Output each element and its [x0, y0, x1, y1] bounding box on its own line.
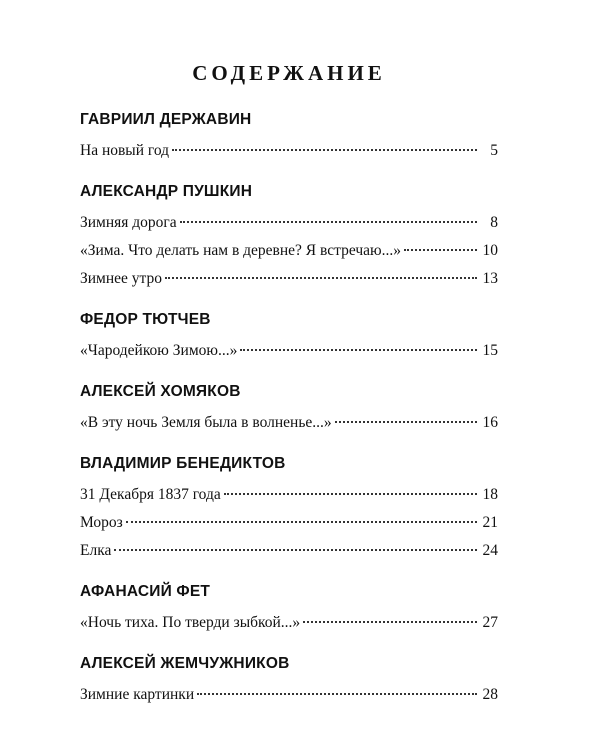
table-of-contents — [80, 58, 498, 725]
toc-entry-page-number: 24 — [482, 542, 498, 559]
toc-entry-title: Зимняя дорога — [80, 214, 177, 231]
author-section — [80, 109, 498, 167]
toc-entry[interactable] — [80, 611, 498, 639]
dot-leader — [404, 248, 477, 251]
toc-entry-title: Зимние картинки — [80, 686, 195, 703]
author-section — [80, 653, 498, 711]
author-section — [80, 381, 498, 439]
dot-leader — [197, 692, 477, 695]
toc-entry[interactable] — [80, 267, 498, 295]
toc-entry[interactable] — [80, 239, 498, 267]
dot-leader — [172, 148, 477, 151]
toc-entry-title: «Чародейкою Зимою...» — [80, 342, 238, 359]
toc-entry-page-number: 8 — [490, 214, 498, 231]
toc-sections — [80, 109, 498, 711]
toc-entry-page-number: 27 — [482, 614, 498, 631]
author-section — [80, 309, 498, 367]
toc-entry-title: «Ночь тиха. По тверди зыбкой...» — [80, 614, 301, 631]
toc-entry[interactable] — [80, 411, 498, 439]
dot-leader — [114, 548, 477, 551]
toc-entry-title: «Зима. Что делать нам в деревне? Я встречаю...» — [80, 242, 401, 259]
toc-entry-page-number: 16 — [482, 414, 498, 431]
page-title: СОДЕРЖАНИЕ — [192, 61, 386, 85]
dot-leader — [335, 420, 477, 423]
toc-entry[interactable] — [80, 483, 498, 511]
author-name: ФЕДОР ТЮТЧЕВ — [80, 311, 211, 328]
toc-entry-page-number: 10 — [482, 242, 498, 259]
toc-entry-title: 31 Декабря 1837 года — [80, 486, 221, 503]
toc-entry-title: «В эту ночь Земля была в волненье...» — [80, 414, 332, 431]
toc-entry[interactable] — [80, 511, 498, 539]
author-section — [80, 453, 498, 567]
toc-entry-page-number: 15 — [482, 342, 498, 359]
toc-entry[interactable] — [80, 539, 498, 567]
toc-entry[interactable] — [80, 339, 498, 367]
author-section — [80, 581, 498, 639]
toc-entry-page-number: 5 — [490, 142, 498, 159]
author-section — [80, 181, 498, 295]
toc-entry[interactable] — [80, 211, 498, 239]
author-name: ВЛАДИМИР БЕНЕДИКТОВ — [80, 455, 286, 472]
toc-entry-page-number: 13 — [482, 270, 498, 287]
dot-leader — [180, 220, 477, 223]
toc-entry[interactable] — [80, 683, 498, 711]
toc-entry-page-number: 28 — [482, 686, 498, 703]
author-name: АЛЕКСЕЙ ХОМЯКОВ — [80, 383, 241, 400]
toc-entry-page-number: 18 — [482, 486, 498, 503]
toc-entry-title: На новый год — [80, 142, 170, 159]
toc-entry-title: Мороз — [80, 514, 123, 531]
dot-leader — [303, 620, 477, 623]
toc-entry-page-number: 21 — [482, 514, 498, 531]
toc-entry-title: Елка — [80, 542, 112, 559]
author-name: АЛЕКСЕЙ ЖЕМЧУЖНИКОВ — [80, 655, 290, 672]
toc-entry[interactable] — [80, 139, 498, 167]
dot-leader — [240, 348, 477, 351]
toc-entry-title: Зимнее утро — [80, 270, 163, 287]
author-name: АФАНАСИЙ ФЕТ — [80, 583, 211, 600]
author-name: ГАВРИИЛ ДЕРЖАВИН — [80, 111, 252, 128]
dot-leader — [165, 276, 477, 279]
dot-leader — [224, 492, 477, 495]
author-name: АЛЕКСАНДР ПУШКИН — [80, 183, 253, 200]
dot-leader — [126, 520, 477, 523]
